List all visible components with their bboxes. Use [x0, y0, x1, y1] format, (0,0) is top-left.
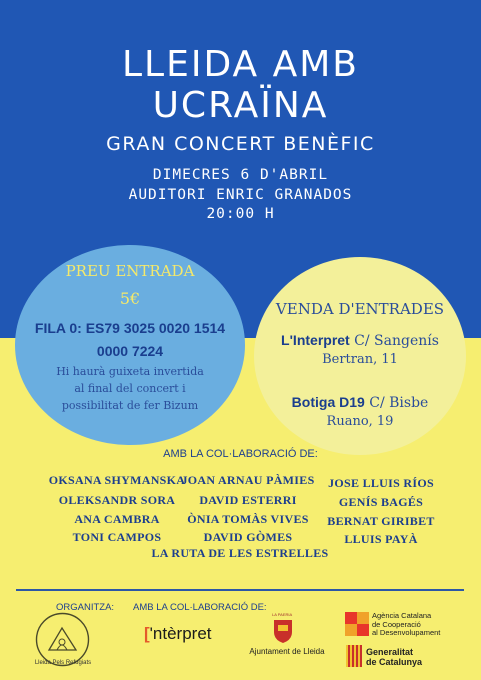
price-note: Hi haurà guixeta invertida al final del concert i possibilitat de fer Bizum: [56, 365, 204, 412]
ajuntament-text: Ajuntament de Lleida: [249, 647, 325, 656]
collaborator: GENÍS BAGÉS: [338, 495, 424, 509]
footer-collab-label: AMB LA COL·LABORACIÓ DE:: [133, 602, 267, 613]
shop-1-name: L'Interpret: [281, 332, 350, 348]
title-line-2: UCRAÏNA: [152, 85, 329, 126]
price-value: 5€: [119, 289, 141, 308]
organizer-label: ORGANITZA:: [56, 602, 115, 613]
event-venue: AUDITORI ENRIC GRANADOS: [128, 187, 353, 203]
lleida-pels-refugiats-logo: [35, 612, 90, 667]
shop-1-address: Bertran, 11: [322, 352, 398, 367]
acd-line-3: al Desenvolupament: [372, 628, 441, 637]
account-number-line-2: 0000 7224: [96, 343, 164, 359]
footer-divider: [16, 589, 464, 591]
sales-label: VENDA D'ENTRADES: [275, 300, 445, 318]
generalitat-line-1: Generalitat: [366, 647, 414, 657]
event-date: DIMECRES 6 D'ABRIL: [152, 167, 329, 183]
collaborator: LLUIS PAYÀ: [344, 532, 418, 546]
collaborator: DAVID ESTERRI: [199, 493, 297, 507]
shop-2-street: C/ Bisbe: [369, 395, 429, 411]
shop-2-line-1: [254, 394, 466, 411]
acd-logo-icon: [345, 612, 369, 636]
shop-1-line-1: [254, 332, 466, 349]
collaborator: BERNAT GIRIBET: [327, 514, 435, 528]
ajuntament-small-text: LA PAERIA: [272, 612, 293, 617]
event-time: 20:00 H: [206, 206, 275, 222]
subtitle: GRAN CONCERT BENÈFIC: [106, 133, 375, 155]
interpret-logo-bracket: [: [144, 624, 150, 643]
shop-2-name: Botiga D19: [291, 394, 365, 410]
ajuntament-shield-icon: [272, 616, 294, 644]
generalitat-line-2: de Catalunya: [366, 657, 423, 667]
generalitat-flag-icon: [346, 645, 362, 667]
generalitat-text: [366, 647, 422, 667]
collaboration-label: AMB LA COL·LABORACIÓ DE:: [163, 448, 318, 460]
interpret-logo-text: 'ntèrpret: [149, 624, 212, 643]
acd-line-2: de Cooperació: [372, 619, 421, 629]
price-label: PREU ENTRADA: [65, 262, 195, 280]
collaborator: JOAN ARNAU PÀMIES: [181, 473, 315, 487]
collaborator: OKSANA SHYMANSKA: [48, 473, 186, 487]
shop-1-street: C/ Sangenís: [354, 333, 439, 349]
acd-text: [372, 612, 440, 638]
collaborator: JOSE LLUIS RÍOS: [328, 476, 434, 490]
title-line-1: LLEIDA AMB: [121, 44, 360, 85]
collaborator: DAVID GÒMES: [203, 530, 293, 544]
collaborator: TONI CAMPOS: [72, 530, 162, 544]
acd-line-1: Agència Catalana: [372, 611, 432, 620]
shop-2-address: Ruano, 19: [326, 414, 394, 429]
interpret-logo: [144, 624, 212, 644]
organizer-logo-text: Lleida Pels Refugiats: [34, 660, 92, 666]
collaborator: OLEKSANDR SORA: [58, 493, 176, 507]
collaborator: ÒNIA TOMÀS VIVES: [187, 512, 309, 526]
collaborator: ANA CAMBRA: [74, 512, 160, 526]
collaborator: LA RUTA DE LES ESTRELLES: [151, 546, 329, 560]
account-number-line-1: FILA 0: ES79 3025 0020 1514: [34, 320, 226, 336]
